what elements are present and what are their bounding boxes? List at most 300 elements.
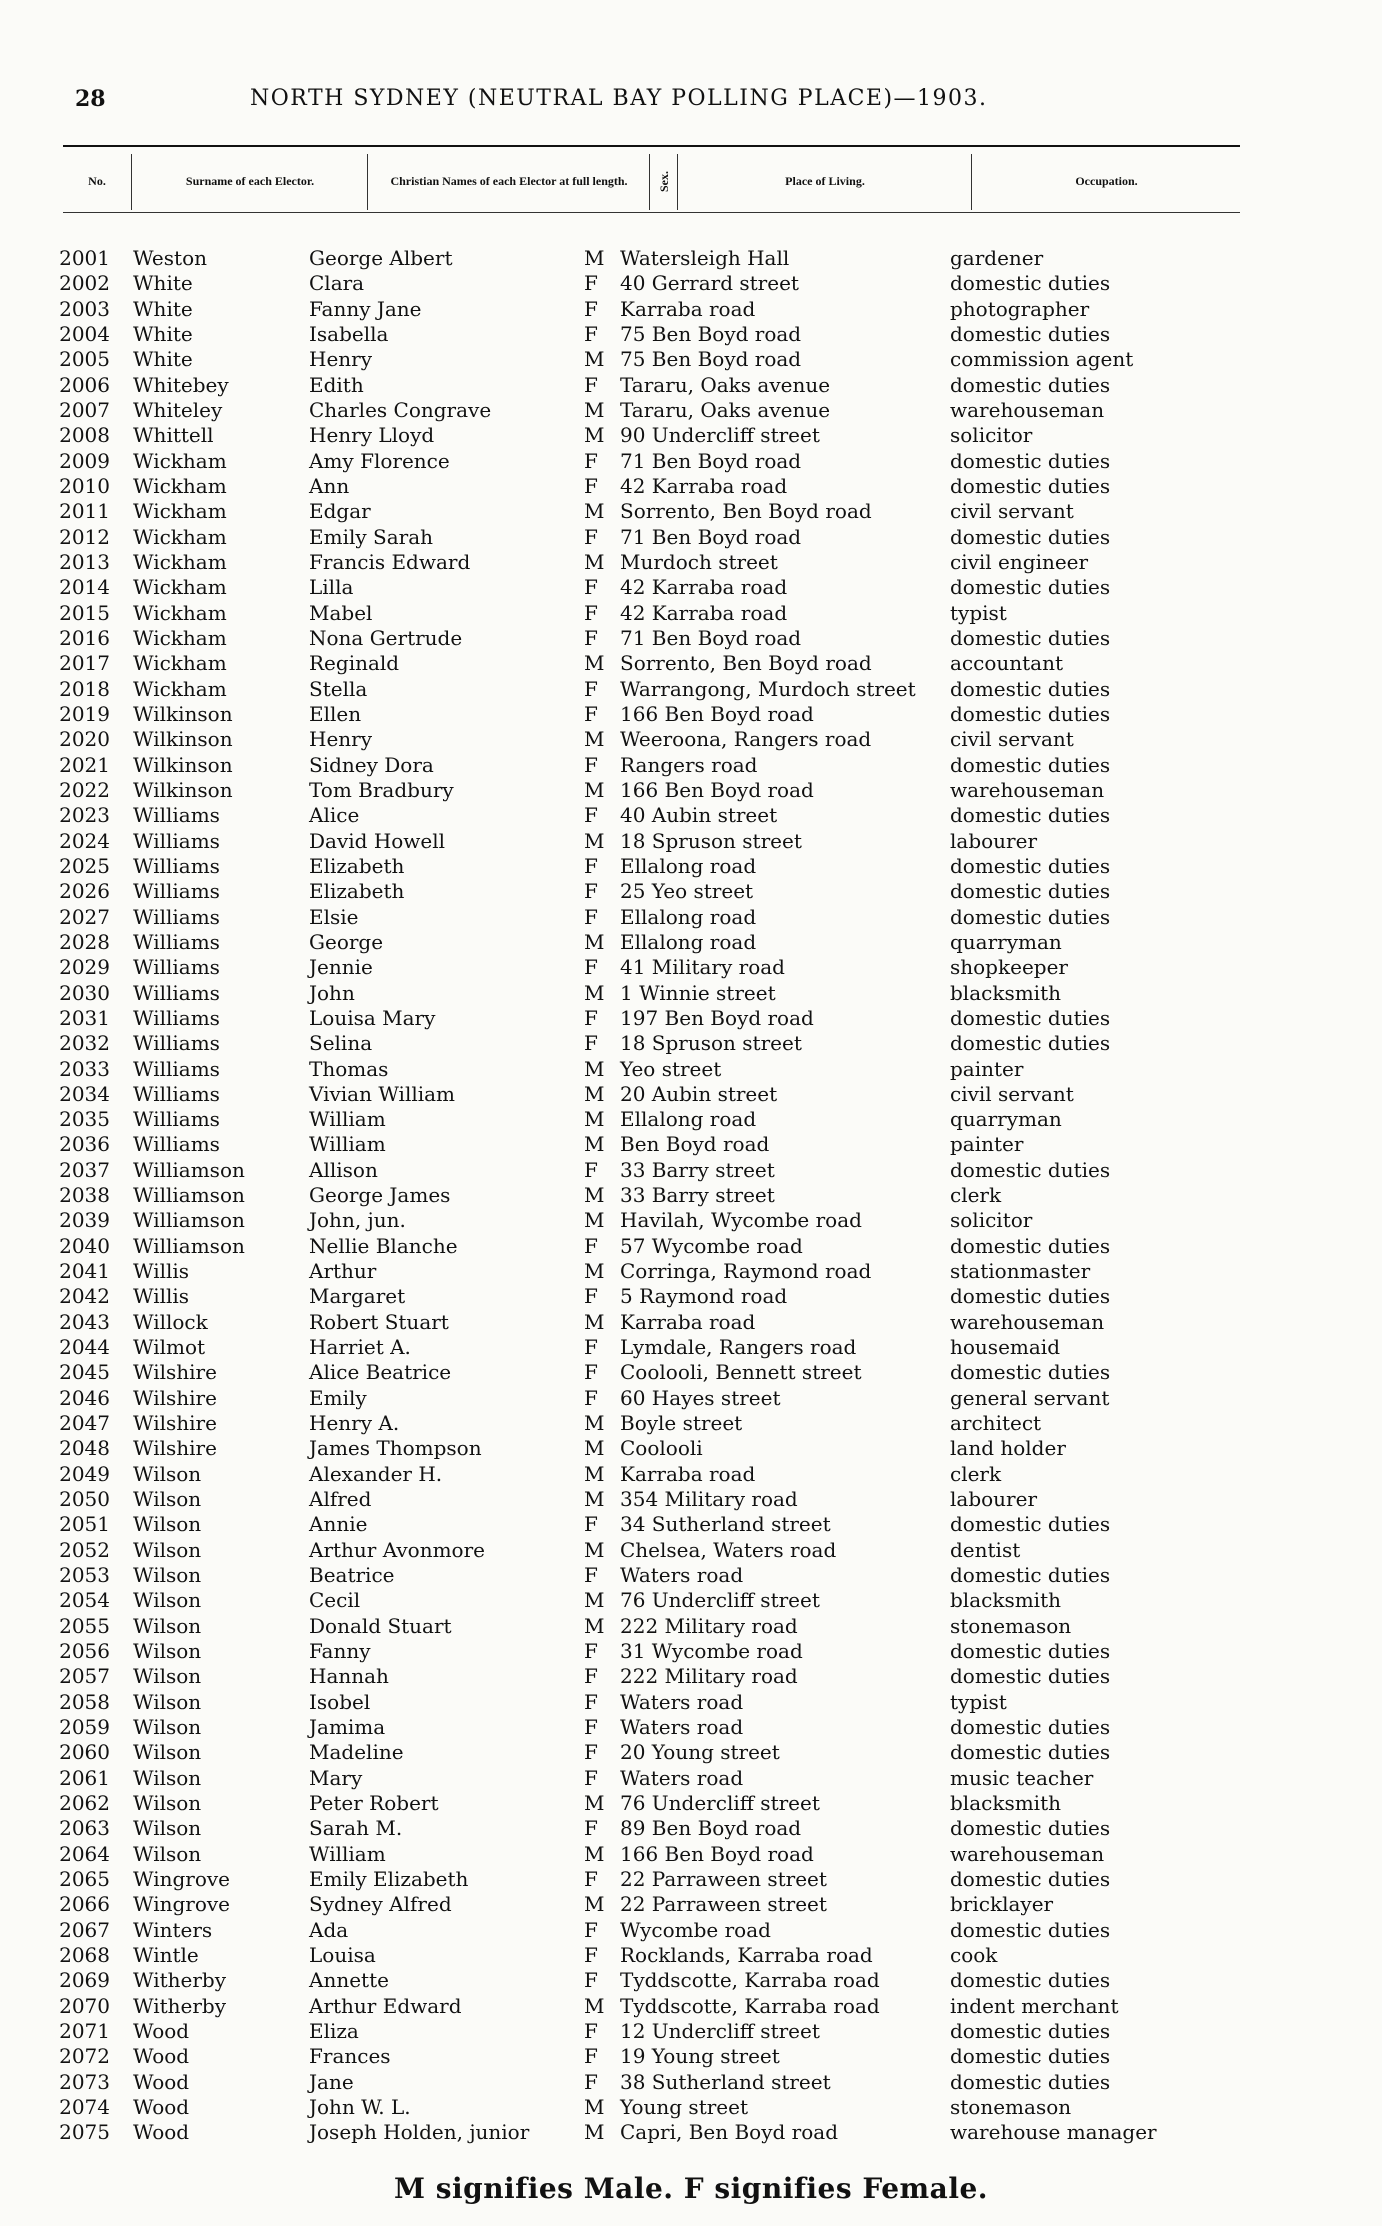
elector-place-of-living: 197 Ben Boyd road bbox=[620, 1005, 814, 1030]
elector-occupation: civil servant bbox=[950, 727, 1074, 752]
elector-christian-names: John, jun. bbox=[309, 1208, 406, 1233]
elector-number: 2053 bbox=[59, 1563, 110, 1588]
elector-surname: Wilson bbox=[133, 1461, 202, 1486]
elector-christian-names: Ann bbox=[309, 473, 350, 498]
table-row bbox=[0, 1057, 1382, 1082]
table-row bbox=[0, 575, 1382, 600]
table-row bbox=[0, 1614, 1382, 1639]
elector-place-of-living: 42 Karraba road bbox=[620, 600, 788, 625]
elector-place-of-living: 40 Aubin street bbox=[620, 803, 778, 828]
table-row bbox=[0, 2070, 1382, 2095]
elector-surname: Williams bbox=[133, 828, 220, 853]
elector-sex: F bbox=[584, 1968, 598, 1993]
elector-surname: Wilson bbox=[133, 1765, 202, 1790]
elector-sex: F bbox=[584, 1233, 598, 1258]
elector-surname: Willock bbox=[133, 1309, 208, 1334]
elector-christian-names: Edgar bbox=[309, 499, 371, 524]
elector-occupation: domestic duties bbox=[950, 2069, 1111, 2094]
elector-sex: F bbox=[584, 1765, 598, 1790]
elector-occupation: dentist bbox=[950, 1537, 1021, 1562]
table-row bbox=[0, 1766, 1382, 1791]
elector-surname: Wilson bbox=[133, 1613, 202, 1638]
table-row bbox=[0, 1690, 1382, 1715]
elector-place-of-living: Weeroona, Rangers road bbox=[620, 727, 872, 752]
elector-place-of-living: Ellalong road bbox=[620, 853, 757, 878]
table-row bbox=[0, 398, 1382, 423]
header-rule bbox=[63, 145, 1240, 147]
elector-christian-names: Madeline bbox=[309, 1740, 404, 1765]
elector-number: 2022 bbox=[59, 777, 110, 802]
elector-place-of-living: Karraba road bbox=[620, 296, 756, 321]
elector-sex: F bbox=[584, 2018, 598, 2043]
column-header-occupation: Occupation. bbox=[1075, 173, 1138, 188]
elector-occupation: domestic duties bbox=[950, 1360, 1111, 1385]
elector-number: 2007 bbox=[59, 397, 110, 422]
elector-sex: F bbox=[584, 1867, 598, 1891]
elector-occupation: quarryman bbox=[950, 1107, 1062, 1132]
elector-christian-names: Fanny bbox=[309, 1639, 371, 1664]
elector-number: 2070 bbox=[59, 1993, 110, 2018]
table-row bbox=[0, 499, 1382, 524]
elector-occupation: accountant bbox=[950, 651, 1064, 676]
elector-surname: Williamson bbox=[133, 1183, 245, 1208]
elector-place-of-living: 89 Ben Boyd road bbox=[620, 1816, 802, 1841]
elector-occupation: domestic duties bbox=[950, 575, 1111, 600]
column-divider bbox=[677, 154, 678, 210]
table-row bbox=[0, 981, 1382, 1006]
elector-christian-names: Annette bbox=[309, 1968, 389, 1993]
elector-place-of-living: Tararu, Oaks avenue bbox=[620, 372, 831, 397]
elector-occupation: domestic duties bbox=[950, 1740, 1111, 1765]
table-row bbox=[0, 702, 1382, 727]
elector-christian-names: Ada bbox=[309, 1917, 349, 1942]
table-row bbox=[0, 1031, 1382, 1056]
elector-number: 2003 bbox=[59, 296, 110, 321]
elector-christian-names: Jamima bbox=[309, 1715, 386, 1740]
elector-surname: Wilson bbox=[133, 1715, 202, 1740]
elector-christian-names: Reginald bbox=[309, 651, 400, 676]
elector-place-of-living: Karraba road bbox=[620, 1309, 756, 1334]
table-row bbox=[0, 930, 1382, 955]
elector-surname: Weston bbox=[133, 246, 207, 270]
table-row bbox=[0, 474, 1382, 499]
elector-occupation: domestic duties bbox=[950, 321, 1111, 346]
elector-sex: M bbox=[584, 1537, 605, 1562]
page-number: 28 bbox=[75, 86, 106, 112]
column-divider bbox=[649, 154, 650, 210]
elector-number: 2047 bbox=[59, 1411, 110, 1436]
table-row bbox=[0, 1208, 1382, 1233]
table-row bbox=[0, 1284, 1382, 1309]
elector-christian-names: George James bbox=[309, 1183, 451, 1208]
elector-christian-names: William bbox=[309, 1107, 386, 1132]
elector-place-of-living: Coolooli bbox=[620, 1436, 703, 1461]
elector-christian-names: Edith bbox=[309, 372, 364, 397]
elector-sex: F bbox=[584, 1664, 598, 1689]
elector-sex: M bbox=[584, 1841, 605, 1866]
elector-christian-names: Louisa bbox=[309, 1942, 376, 1967]
elector-surname: Williams bbox=[133, 980, 220, 1005]
table-row bbox=[0, 1842, 1382, 1867]
elector-place-of-living: 71 Ben Boyd road bbox=[620, 524, 802, 549]
elector-occupation: labourer bbox=[950, 1487, 1038, 1512]
elector-occupation: domestic duties bbox=[950, 879, 1111, 904]
elector-sex: F bbox=[584, 448, 598, 473]
elector-occupation: domestic duties bbox=[950, 1233, 1111, 1258]
elector-place-of-living: Coolooli, Bennett street bbox=[620, 1360, 862, 1385]
elector-surname: Wickham bbox=[133, 473, 227, 498]
table-row bbox=[0, 1310, 1382, 1335]
elector-christian-names: George Albert bbox=[309, 246, 453, 270]
table-row bbox=[0, 297, 1382, 322]
elector-number: 2024 bbox=[59, 828, 110, 853]
table-row bbox=[0, 1183, 1382, 1208]
elector-number: 2072 bbox=[59, 2044, 110, 2069]
elector-occupation: painter bbox=[950, 1132, 1024, 1157]
elector-place-of-living: Waters road bbox=[620, 1765, 744, 1790]
elector-place-of-living: Waters road bbox=[620, 1563, 744, 1588]
table-row bbox=[0, 1639, 1382, 1664]
elector-christian-names: Arthur Edward bbox=[309, 1993, 462, 2018]
elector-place-of-living: Sorrento, Ben Boyd road bbox=[620, 651, 872, 676]
elector-number: 2012 bbox=[59, 524, 110, 549]
elector-number: 2045 bbox=[59, 1360, 110, 1385]
elector-christian-names: Jennie bbox=[309, 955, 373, 980]
column-header-christian-names: Christian Names of each Elector at full length. bbox=[390, 173, 628, 188]
elector-place-of-living: Warrangong, Murdoch street bbox=[620, 676, 916, 701]
column-divider bbox=[367, 154, 368, 210]
elector-surname: Wilson bbox=[133, 1537, 202, 1562]
elector-surname: Williams bbox=[133, 1031, 220, 1056]
elector-sex: M bbox=[584, 1411, 605, 1436]
elector-surname: Williams bbox=[133, 879, 220, 904]
elector-sex: F bbox=[584, 853, 598, 878]
elector-sex: M bbox=[584, 2094, 605, 2119]
elector-occupation: domestic duties bbox=[950, 853, 1111, 878]
elector-surname: Williams bbox=[133, 1132, 220, 1157]
elector-sex: M bbox=[584, 980, 605, 1005]
elector-number: 2004 bbox=[59, 321, 110, 346]
elector-occupation: domestic duties bbox=[950, 625, 1111, 650]
column-divider bbox=[131, 154, 132, 210]
elector-place-of-living: 38 Sutherland street bbox=[620, 2069, 831, 2094]
elector-number: 2066 bbox=[59, 1892, 110, 1917]
elector-number: 2057 bbox=[59, 1664, 110, 1689]
elector-christian-names: Clara bbox=[309, 271, 365, 296]
elector-place-of-living: 166 Ben Boyd road bbox=[620, 1841, 814, 1866]
table-row bbox=[0, 1107, 1382, 1132]
table-row bbox=[0, 1360, 1382, 1385]
elector-christian-names: Emily bbox=[309, 1385, 367, 1410]
table-row bbox=[0, 1082, 1382, 1107]
elector-place-of-living: 25 Yeo street bbox=[620, 879, 754, 904]
elector-surname: Williams bbox=[133, 904, 220, 929]
elector-occupation: clerk bbox=[950, 1461, 1002, 1486]
elector-sex: M bbox=[584, 1461, 605, 1486]
table-row bbox=[0, 1867, 1382, 1892]
elector-occupation: stonemason bbox=[950, 2094, 1072, 2119]
elector-place-of-living: 42 Karraba road bbox=[620, 473, 788, 498]
elector-sex: M bbox=[584, 1132, 605, 1157]
elector-christian-names: Hannah bbox=[309, 1664, 389, 1689]
elector-place-of-living: Tyddscotte, Karraba road bbox=[620, 1968, 880, 1993]
table-row bbox=[0, 373, 1382, 398]
elector-sex: F bbox=[584, 1715, 598, 1740]
elector-christian-names: Henry bbox=[309, 347, 373, 372]
elector-christian-names: Joseph Holden, junior bbox=[309, 2120, 530, 2145]
elector-sex: M bbox=[584, 549, 605, 574]
elector-christian-names: Alfred bbox=[309, 1487, 372, 1512]
table-row bbox=[0, 2044, 1382, 2069]
elector-christian-names: Alice Beatrice bbox=[309, 1360, 452, 1385]
elector-christian-names: Eliza bbox=[309, 2018, 359, 2043]
elector-place-of-living: Ellalong road bbox=[620, 904, 757, 929]
elector-christian-names: Nona Gertrude bbox=[309, 625, 463, 650]
elector-number: 2062 bbox=[59, 1791, 110, 1816]
footer-note: M signifies Male. F signifies Female. bbox=[393, 2172, 989, 2205]
elector-surname: Wickham bbox=[133, 549, 227, 574]
elector-surname: Whitebey bbox=[133, 372, 229, 397]
table-row bbox=[0, 955, 1382, 980]
elector-christian-names: Charles Congrave bbox=[309, 397, 492, 422]
elector-surname: Wilshire bbox=[133, 1360, 217, 1385]
table-row bbox=[0, 1918, 1382, 1943]
elector-surname: Wickham bbox=[133, 651, 227, 676]
elector-number: 2052 bbox=[59, 1537, 110, 1562]
elector-surname: Williams bbox=[133, 1056, 220, 1081]
elector-place-of-living: 222 Military road bbox=[620, 1664, 798, 1689]
elector-sex: M bbox=[584, 423, 605, 448]
elector-number: 2037 bbox=[59, 1157, 110, 1182]
elector-sex: F bbox=[584, 1639, 598, 1664]
table-row bbox=[0, 905, 1382, 930]
elector-surname: Wilson bbox=[133, 1588, 202, 1613]
table-row bbox=[0, 1335, 1382, 1360]
elector-surname: Willis bbox=[133, 1284, 190, 1309]
elector-christian-names: Peter Robert bbox=[309, 1791, 439, 1816]
elector-surname: Wilkinson bbox=[133, 701, 233, 726]
elector-surname: Whittell bbox=[133, 423, 214, 448]
elector-surname: White bbox=[133, 347, 193, 372]
elector-christian-names: David Howell bbox=[309, 828, 446, 853]
elector-number: 2023 bbox=[59, 803, 110, 828]
elector-christian-names: Mary bbox=[309, 1765, 363, 1790]
elector-christian-names: Beatrice bbox=[309, 1563, 395, 1588]
elector-christian-names: Elizabeth bbox=[309, 853, 405, 878]
elector-sex: F bbox=[584, 1385, 598, 1410]
elector-number: 2071 bbox=[59, 2018, 110, 2043]
elector-sex: F bbox=[584, 625, 598, 650]
elector-sex: F bbox=[584, 296, 598, 321]
table-row bbox=[0, 677, 1382, 702]
elector-number: 2035 bbox=[59, 1107, 110, 1132]
elector-occupation: blacksmith bbox=[950, 1588, 1061, 1613]
table-row bbox=[0, 449, 1382, 474]
elector-occupation: labourer bbox=[950, 828, 1038, 853]
elector-surname: Willis bbox=[133, 1259, 190, 1284]
elector-place-of-living: 22 Parraween street bbox=[620, 1867, 827, 1891]
elector-place-of-living: Capri, Ben Boyd road bbox=[620, 2120, 838, 2145]
elector-sex: F bbox=[584, 1917, 598, 1942]
elector-surname: Williams bbox=[133, 803, 220, 828]
elector-surname: Wilson bbox=[133, 1816, 202, 1841]
elector-place-of-living: 20 Aubin street bbox=[620, 1081, 778, 1106]
column-header-sex-label: Sex. bbox=[656, 170, 671, 192]
elector-occupation: domestic duties bbox=[950, 701, 1111, 726]
elector-surname: Wilshire bbox=[133, 1411, 217, 1436]
elector-sex: F bbox=[584, 904, 598, 929]
elector-christian-names: Arthur bbox=[309, 1259, 377, 1284]
elector-occupation: commission agent bbox=[950, 347, 1134, 372]
elector-christian-names: Elsie bbox=[309, 904, 359, 929]
table-row bbox=[0, 1563, 1382, 1588]
table-row bbox=[0, 1715, 1382, 1740]
elector-surname: Wood bbox=[133, 2044, 190, 2069]
elector-occupation: typist bbox=[950, 1689, 1007, 1714]
table-row bbox=[0, 803, 1382, 828]
elector-number: 2073 bbox=[59, 2069, 110, 2094]
elector-sex: F bbox=[584, 575, 598, 600]
elector-sex: F bbox=[584, 1816, 598, 1841]
elector-christian-names: James Thompson bbox=[309, 1436, 482, 1461]
elector-sex: M bbox=[584, 777, 605, 802]
elector-place-of-living: 354 Military road bbox=[620, 1487, 798, 1512]
elector-occupation: domestic duties bbox=[950, 473, 1111, 498]
elector-occupation: domestic duties bbox=[950, 676, 1111, 701]
elector-sex: F bbox=[584, 271, 598, 296]
table-row bbox=[0, 1006, 1382, 1031]
elector-place-of-living: Sorrento, Ben Boyd road bbox=[620, 499, 872, 524]
elector-occupation: indent merchant bbox=[950, 1993, 1119, 2018]
elector-surname: Witherby bbox=[133, 1993, 227, 2018]
table-row bbox=[0, 2095, 1382, 2120]
elector-number: 2010 bbox=[59, 473, 110, 498]
elector-place-of-living: 76 Undercliff street bbox=[620, 1791, 820, 1816]
elector-occupation: photographer bbox=[950, 296, 1090, 321]
table-row bbox=[0, 1386, 1382, 1411]
table-row bbox=[0, 753, 1382, 778]
elector-sex: M bbox=[584, 2120, 605, 2145]
elector-sex: M bbox=[584, 1208, 605, 1233]
elector-sex: F bbox=[584, 473, 598, 498]
elector-surname: Williams bbox=[133, 1081, 220, 1106]
elector-place-of-living: Tyddscotte, Karraba road bbox=[620, 1993, 880, 2018]
column-header-place: Place of Living. bbox=[785, 173, 865, 188]
elector-surname: Williams bbox=[133, 955, 220, 980]
elector-number: 2008 bbox=[59, 423, 110, 448]
elector-christian-names: Elizabeth bbox=[309, 879, 405, 904]
elector-occupation: domestic duties bbox=[950, 1005, 1111, 1030]
elector-place-of-living: 57 Wycombe road bbox=[620, 1233, 803, 1258]
elector-surname: Wickham bbox=[133, 524, 227, 549]
elector-number: 2061 bbox=[59, 1765, 110, 1790]
table-row bbox=[0, 626, 1382, 651]
elector-sex: M bbox=[584, 1436, 605, 1461]
elector-number: 2029 bbox=[59, 955, 110, 980]
elector-number: 2059 bbox=[59, 1715, 110, 1740]
elector-place-of-living: 71 Ben Boyd road bbox=[620, 448, 802, 473]
elector-christian-names: Sarah M. bbox=[309, 1816, 403, 1841]
elector-occupation: warehouseman bbox=[950, 777, 1105, 802]
elector-number: 2065 bbox=[59, 1867, 110, 1891]
elector-surname: Whiteley bbox=[133, 397, 223, 422]
elector-surname: Wilson bbox=[133, 1689, 202, 1714]
elector-place-of-living: Corringa, Raymond road bbox=[620, 1259, 872, 1284]
elector-surname: Wilson bbox=[133, 1664, 202, 1689]
elector-sex: F bbox=[584, 2044, 598, 2069]
elector-surname: Williamson bbox=[133, 1208, 245, 1233]
elector-occupation: domestic duties bbox=[950, 803, 1111, 828]
column-header-no: No. bbox=[88, 173, 106, 188]
elector-sex: M bbox=[584, 1892, 605, 1917]
elector-sex: F bbox=[584, 1563, 598, 1588]
elector-number: 2041 bbox=[59, 1259, 110, 1284]
elector-surname: Wickham bbox=[133, 676, 227, 701]
elector-place-of-living: Waters road bbox=[620, 1715, 744, 1740]
elector-place-of-living: 75 Ben Boyd road bbox=[620, 321, 802, 346]
elector-occupation: land holder bbox=[950, 1436, 1066, 1461]
elector-occupation: domestic duties bbox=[950, 1031, 1111, 1056]
elector-christian-names: Donald Stuart bbox=[309, 1613, 452, 1638]
table-row bbox=[0, 1259, 1382, 1284]
elector-number: 2017 bbox=[59, 651, 110, 676]
elector-christian-names: Ellen bbox=[309, 701, 362, 726]
table-row bbox=[0, 1512, 1382, 1537]
table-row bbox=[0, 778, 1382, 803]
elector-surname: Wilkinson bbox=[133, 727, 233, 752]
elector-place-of-living: 20 Young street bbox=[620, 1740, 780, 1765]
elector-place-of-living: 22 Parraween street bbox=[620, 1892, 827, 1917]
elector-sex: M bbox=[584, 1588, 605, 1613]
elector-christian-names: Fanny Jane bbox=[309, 296, 422, 321]
table-row bbox=[0, 1968, 1382, 1993]
elector-sex: M bbox=[584, 1613, 605, 1638]
elector-number: 2044 bbox=[59, 1335, 110, 1360]
elector-place-of-living: 90 Undercliff street bbox=[620, 423, 820, 448]
elector-number: 2001 bbox=[59, 246, 110, 270]
elector-place-of-living: 18 Spruson street bbox=[620, 1031, 802, 1056]
elector-number: 2034 bbox=[59, 1081, 110, 1106]
elector-place-of-living: Wycombe road bbox=[620, 1917, 771, 1942]
table-row bbox=[0, 1892, 1382, 1917]
table-row bbox=[0, 651, 1382, 676]
elector-place-of-living: 71 Ben Boyd road bbox=[620, 625, 802, 650]
elector-place-of-living: 18 Spruson street bbox=[620, 828, 802, 853]
elector-occupation: shopkeeper bbox=[950, 955, 1068, 980]
elector-sex: F bbox=[584, 1284, 598, 1309]
elector-christian-names: Nellie Blanche bbox=[309, 1233, 458, 1258]
elector-occupation: typist bbox=[950, 600, 1007, 625]
elector-occupation: warehouse manager bbox=[950, 2120, 1157, 2145]
elector-sex: M bbox=[584, 499, 605, 524]
elector-sex: F bbox=[584, 1157, 598, 1182]
elector-occupation: bricklayer bbox=[950, 1892, 1054, 1917]
elector-occupation: solicitor bbox=[950, 1208, 1033, 1233]
table-row bbox=[0, 1538, 1382, 1563]
elector-occupation: domestic duties bbox=[950, 2018, 1111, 2043]
elector-christian-names: Annie bbox=[309, 1512, 368, 1537]
elector-sex: M bbox=[584, 1487, 605, 1512]
elector-sex: F bbox=[584, 1335, 598, 1360]
elector-sex: F bbox=[584, 803, 598, 828]
elector-number: 2006 bbox=[59, 372, 110, 397]
elector-surname: White bbox=[133, 321, 193, 346]
elector-occupation: housemaid bbox=[950, 1335, 1060, 1360]
table-row bbox=[0, 1943, 1382, 1968]
table-row bbox=[0, 1436, 1382, 1461]
table-row bbox=[0, 1462, 1382, 1487]
elector-surname: Wickham bbox=[133, 575, 227, 600]
